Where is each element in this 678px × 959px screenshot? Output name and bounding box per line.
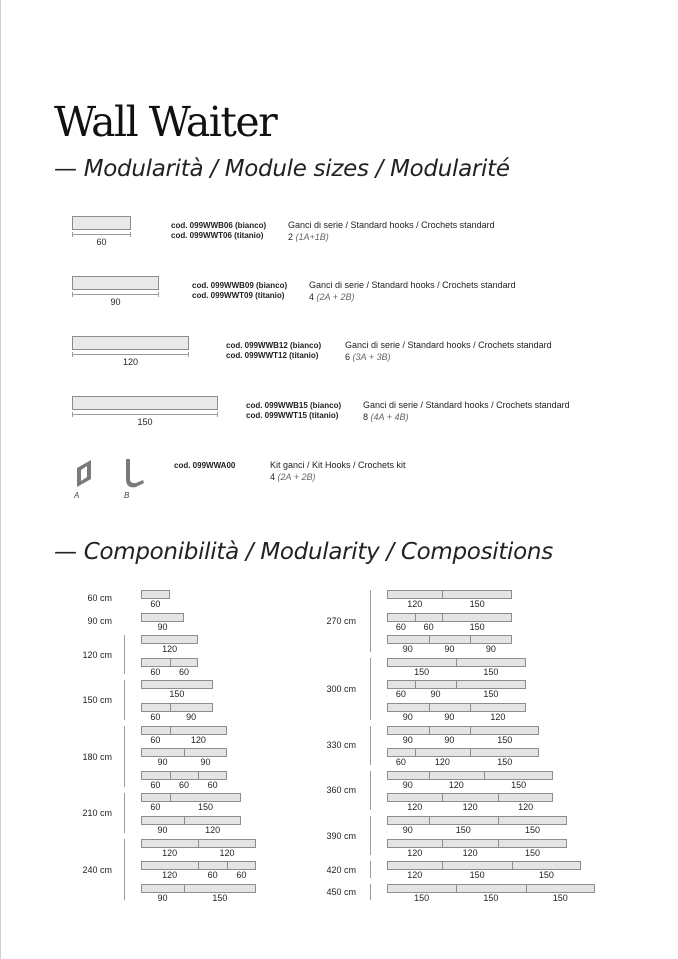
composition-bar (141, 635, 198, 644)
code-titanio: cod. 099WWT06 (titanio) (171, 231, 264, 240)
module-divider (470, 636, 471, 643)
module-value-label: 120 (219, 847, 235, 858)
hooks-label: Ganci di serie / Standard hooks / Crochets standard (288, 220, 495, 230)
module-size-label: 120 (122, 357, 139, 367)
group-brace (370, 590, 371, 652)
module-value-label: 120 (407, 802, 423, 813)
composition-bar (387, 884, 595, 893)
module-bar (72, 216, 131, 230)
hooks-count-line: 6 (3A + 3B) (345, 352, 391, 362)
module-divider (498, 794, 499, 801)
module-value-label: 120 (407, 599, 423, 609)
module-value-label: 90 (402, 825, 413, 835)
module-divider (184, 749, 185, 756)
module-value-label: 60 (423, 621, 434, 632)
code-bianco: cod. 099WWB06 (bianco) (171, 221, 267, 230)
module-value-label: 120 (434, 757, 450, 768)
composition-bar (141, 884, 256, 893)
module-value-label: 120 (205, 825, 221, 835)
module-value-label: 90 (157, 892, 168, 903)
composition-length-label: 210 cm (82, 808, 112, 818)
module-value-label: 120 (462, 847, 478, 858)
module-value-label: 120 (490, 712, 506, 722)
composition-bar (141, 816, 241, 825)
module-divider (170, 794, 171, 801)
module-divider (512, 862, 513, 869)
module-divider (415, 749, 416, 756)
module-value-label: 150 (469, 621, 485, 632)
composition-bar (141, 839, 256, 848)
module-value-label: 60 (236, 870, 247, 881)
module-value-label: 90 (186, 712, 197, 722)
module-value-label: 150 (525, 825, 541, 835)
module-size-label: 90 (110, 297, 121, 307)
composition-length-label: 330 cm (326, 740, 356, 751)
module-value-label: 150 (511, 779, 527, 790)
module-value-label: 150 (414, 892, 430, 903)
module-value-label: 120 (162, 644, 178, 655)
dimension-line (72, 234, 131, 235)
dimension-line (72, 354, 189, 355)
composition-length-label: 420 cm (326, 864, 356, 875)
group-brace (124, 680, 125, 719)
composition-bar (387, 861, 581, 870)
module-divider (470, 749, 471, 756)
module-value-label: 150 (552, 892, 568, 903)
group-brace (370, 771, 371, 810)
hooks-label: Ganci di serie / Standard hooks / Crochets standard (345, 340, 552, 350)
module-value-label: 60 (150, 802, 161, 813)
module-value-label: 90 (157, 825, 168, 835)
module-value-label: 150 (212, 892, 228, 903)
module-value-label: 60 (179, 779, 190, 790)
module-value-label: 60 (395, 621, 406, 632)
module-divider (198, 840, 199, 847)
module-value-label: 60 (395, 689, 406, 700)
module-value-label: 150 (497, 734, 513, 745)
section-heading-modules: — Modularità / Module sizes / Modularité (54, 156, 510, 182)
module-divider (470, 704, 471, 711)
module-value-label: 150 (198, 802, 214, 813)
module-value-label: 60 (150, 599, 161, 609)
module-value-label: 150 (469, 870, 485, 881)
kit-count-line: 4 (2A + 2B) (270, 472, 316, 482)
section-heading-compositions: — Componibilità / Modularity / Compositions (54, 539, 553, 565)
hooks-count-line: 2 (1A+1B) (288, 232, 329, 242)
composition-bar (387, 771, 553, 780)
group-brace (124, 635, 125, 674)
composition-bar (141, 771, 227, 780)
module-divider (442, 591, 443, 598)
dimension-line (72, 414, 218, 415)
module-bar (72, 276, 159, 290)
module-divider (526, 885, 527, 892)
module-value-label: 120 (518, 802, 534, 813)
hook-a-icon (73, 457, 97, 489)
module-divider (198, 772, 199, 779)
module-value-label: 90 (402, 712, 413, 722)
module-value-label: 60 (207, 779, 218, 790)
module-value-label: 120 (448, 779, 464, 790)
module-value-label: 150 (483, 892, 499, 903)
module-value-label: 90 (402, 734, 413, 745)
composition-bar (141, 748, 227, 757)
composition-bar (141, 680, 213, 689)
module-divider (442, 614, 443, 621)
hooks-label: Ganci di serie / Standard hooks / Crochets standard (363, 400, 570, 410)
module-value-label: 120 (162, 870, 178, 881)
composition-bar (387, 748, 539, 757)
module-value-label: 60 (150, 666, 161, 677)
composition-length-label: 120 cm (82, 649, 112, 660)
module-divider (429, 772, 430, 779)
composition-bar (141, 793, 241, 802)
module-divider (170, 659, 171, 666)
composition-length-label: 60 cm (87, 593, 112, 604)
kit-label: Kit ganci / Kit Hooks / Crochets kit (270, 460, 406, 470)
module-bar (72, 396, 218, 410)
composition-bar (387, 703, 526, 712)
module-divider (470, 727, 471, 734)
composition-length-label: 150 cm (82, 695, 112, 705)
code-bianco: cod. 099WWB12 (bianco) (226, 341, 322, 350)
module-divider (184, 817, 185, 824)
module-divider (429, 704, 430, 711)
module-value-label: 90 (402, 779, 413, 790)
module-divider (415, 614, 416, 621)
module-divider (429, 636, 430, 643)
composition-bar (141, 658, 198, 667)
module-divider (484, 772, 485, 779)
composition-bar (387, 793, 553, 802)
composition-length-label: 180 cm (82, 751, 112, 762)
module-value-label: 150 (414, 666, 430, 677)
module-value-label: 90 (402, 644, 413, 655)
module-divider (498, 817, 499, 824)
group-brace (124, 726, 125, 788)
module-value-label: 150 (483, 689, 499, 700)
module-value-label: 150 (169, 689, 185, 700)
composition-bar (387, 680, 526, 689)
kit-code: cod. 099WWA00 (174, 461, 236, 470)
group-brace (370, 816, 371, 855)
hooks-label: Ganci di serie / Standard hooks / Crochets standard (309, 280, 516, 290)
module-value-label: 60 (207, 870, 218, 881)
module-divider (429, 817, 430, 824)
composition-bar (141, 726, 227, 735)
module-value-label: 90 (444, 734, 455, 745)
code-titanio: cod. 099WWT12 (titanio) (226, 351, 319, 360)
code-titanio: cod. 099WWT15 (titanio) (246, 411, 339, 420)
module-value-label: 90 (200, 757, 211, 768)
code-bianco: cod. 099WWB15 (bianco) (246, 401, 342, 410)
module-value-label: 120 (407, 847, 423, 858)
composition-length-label: 360 cm (326, 785, 356, 796)
composition-length-label: 300 cm (326, 683, 356, 694)
module-value-label: 120 (190, 734, 206, 745)
module-divider (442, 794, 443, 801)
module-size-label: 150 (137, 417, 153, 427)
module-value-label: 60 (179, 666, 190, 677)
module-divider (170, 704, 171, 711)
group-brace (370, 884, 371, 901)
module-value-label: 90 (157, 621, 168, 632)
module-value-label: 120 (162, 847, 178, 858)
module-divider (429, 727, 430, 734)
module-value-label: 90 (485, 644, 496, 655)
module-divider (456, 681, 457, 688)
hook-b-label: B (124, 491, 130, 500)
module-divider (227, 862, 228, 869)
group-brace (370, 726, 371, 765)
hook-b-icon (122, 457, 148, 489)
module-divider (184, 885, 185, 892)
module-divider (456, 885, 457, 892)
module-divider (442, 840, 443, 847)
code-bianco: cod. 099WWB09 (bianco) (192, 281, 288, 290)
module-bar (72, 336, 189, 350)
group-brace (370, 658, 371, 720)
composition-bar (387, 726, 539, 735)
module-value-label: 150 (483, 666, 499, 677)
module-value-label: 150 (525, 847, 541, 858)
composition-length-label: 450 cm (326, 887, 356, 898)
module-value-label: 90 (157, 757, 168, 768)
composition-length-label: 270 cm (326, 615, 356, 626)
module-value-label: 120 (462, 802, 478, 813)
composition-bar (387, 613, 512, 622)
module-value-label: 90 (444, 712, 455, 722)
composition-bar (387, 816, 567, 825)
module-divider (415, 681, 416, 688)
hook-a-label: A (74, 491, 80, 500)
module-value-label: 120 (407, 870, 423, 881)
code-titanio: cod. 099WWT09 (titanio) (192, 291, 285, 300)
page-edge (0, 0, 1, 959)
composition-length-label: 240 cm (82, 864, 112, 875)
dimension-line (72, 294, 159, 295)
module-value-label: 60 (395, 757, 406, 768)
module-divider (198, 862, 199, 869)
module-value-label: 60 (150, 779, 161, 790)
composition-bar (141, 590, 170, 599)
group-brace (370, 861, 371, 878)
composition-bar (387, 839, 567, 848)
composition-bar (141, 703, 213, 712)
module-divider (456, 659, 457, 666)
module-size-label: 60 (96, 237, 107, 247)
module-value-label: 150 (469, 599, 485, 609)
composition-bar (387, 658, 526, 667)
module-value-label: 90 (444, 644, 455, 655)
module-divider (498, 840, 499, 847)
module-value-label: 60 (150, 734, 161, 745)
module-value-label: 150 (455, 825, 471, 835)
module-value-label: 150 (497, 757, 513, 768)
composition-bar (141, 613, 184, 622)
group-brace (124, 793, 125, 832)
module-divider (442, 862, 443, 869)
composition-bar (387, 635, 512, 644)
module-value-label: 150 (538, 870, 554, 881)
composition-length-label: 390 cm (326, 830, 356, 841)
composition-bar (387, 590, 512, 599)
module-value-label: 90 (430, 689, 441, 700)
page-title: Wall Waiter (54, 98, 277, 146)
module-divider (170, 772, 171, 779)
composition-bar (141, 861, 256, 870)
group-brace (124, 839, 125, 901)
composition-length-label: 90 cm (87, 615, 112, 626)
module-value-label: 60 (150, 712, 161, 722)
hooks-count-line: 4 (2A + 2B) (309, 292, 355, 302)
module-divider (170, 727, 171, 734)
hooks-count-line: 8 (4A + 4B) (363, 412, 409, 422)
